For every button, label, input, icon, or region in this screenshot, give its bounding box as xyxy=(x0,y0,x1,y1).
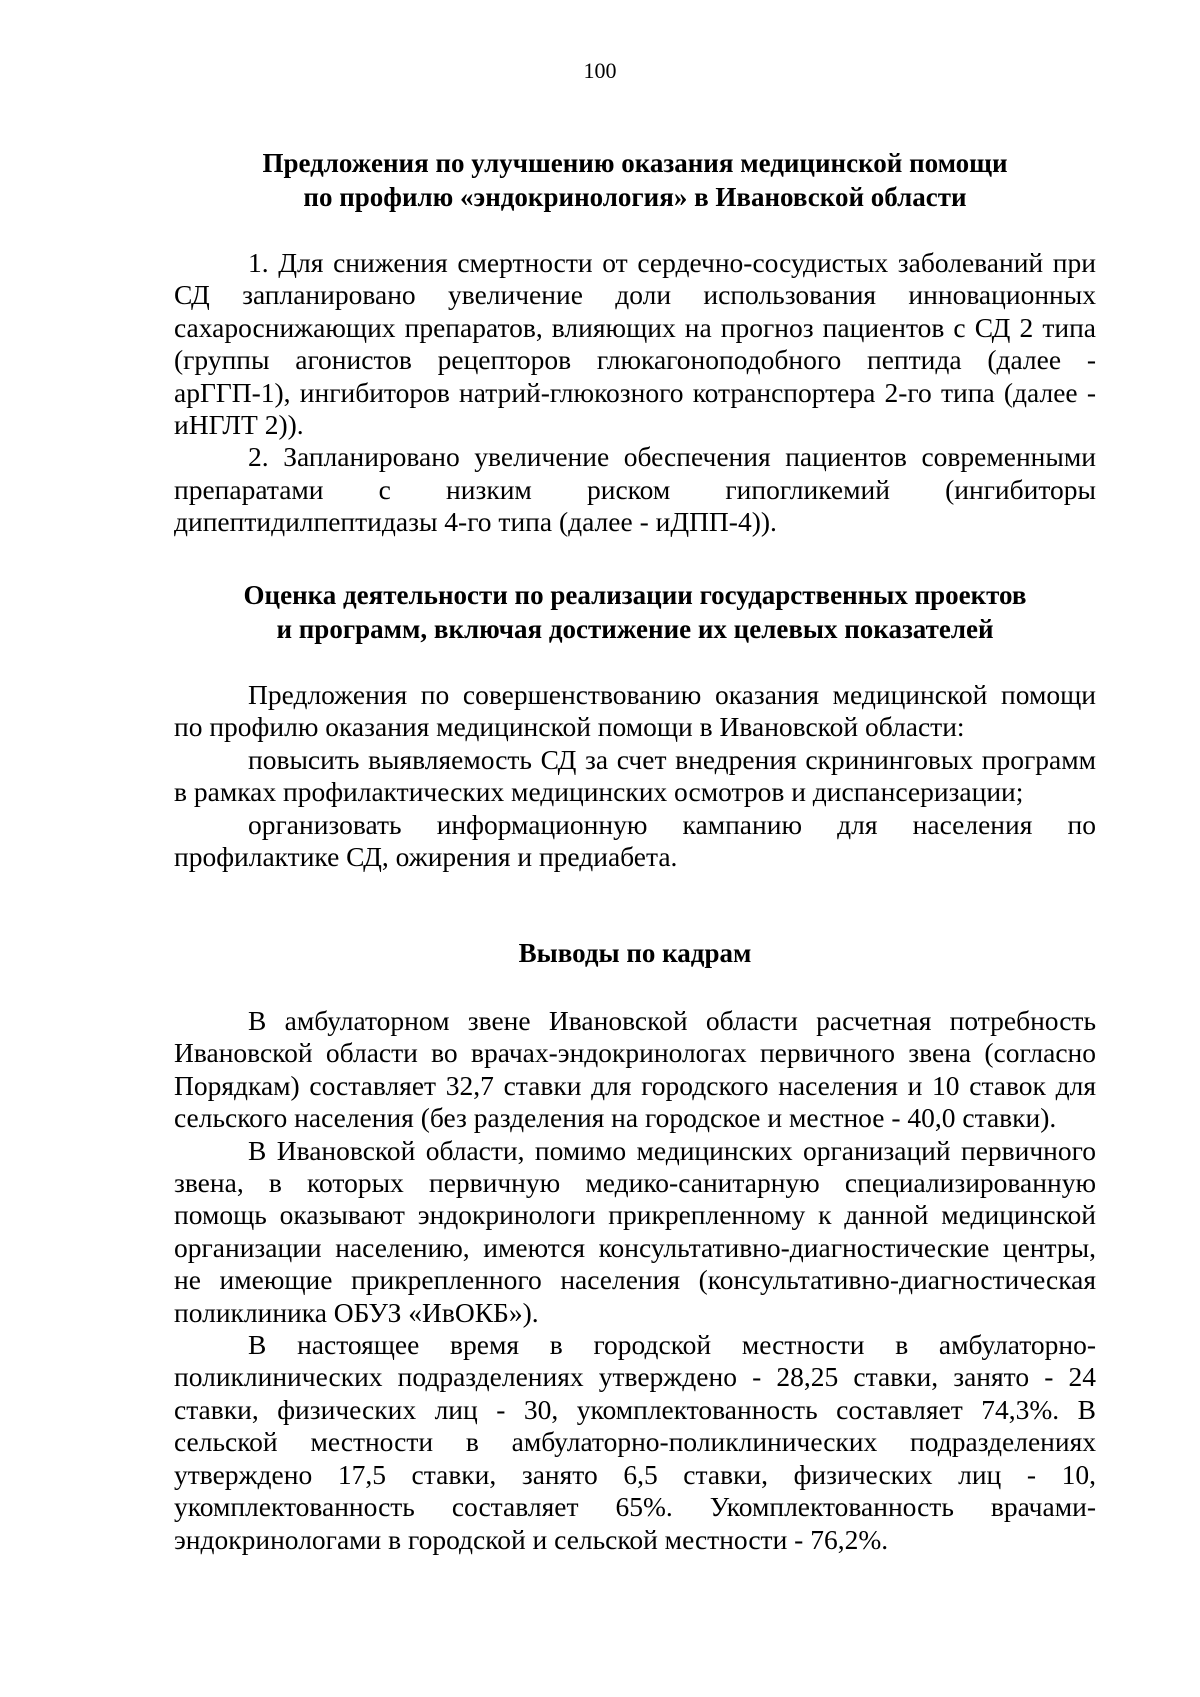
section-heading-improvement-proposals xyxy=(174,146,1096,214)
section-heading xyxy=(174,936,1096,970)
heading-line: Предложения по улучшению оказания медицинской помощи xyxy=(262,148,1008,178)
section-heading xyxy=(174,146,1096,214)
heading-line: Оценка деятельности по реализации государственных проектов xyxy=(243,580,1027,610)
paragraph: 2. Запланировано увеличение обеспечения пациентов современными препаратами с низким риском гипогликемий (ингибиторы дипептидилпептидазы 4-го типа (далее - иДПП-4)). xyxy=(174,441,1096,538)
paragraph: В Ивановской области, помимо медицинских организаций первичного звена, в которых первичную медико-санитарную специализированную помощь оказывают эндокринологи прикрепленному к данной медицинской организации населению, имеются консультативно-диагностические центры, не имеющие прикрепленного населения (консультативно-диагностическая поликлиника ОБУЗ «ИвОКБ»). xyxy=(174,1134,1096,1328)
section-body-staffing-conclusions xyxy=(174,1005,1096,1556)
paragraph: организовать информационную кампанию для населения по профилактике СД, ожирения и предиабета. xyxy=(174,808,1096,873)
heading-line: по профилю «эндокринология» в Ивановской области xyxy=(303,182,967,212)
heading-line: и программ, включая достижение их целевых показателей xyxy=(276,614,994,644)
heading-line: Выводы по кадрам xyxy=(518,938,752,968)
section-heading xyxy=(174,578,1096,646)
paragraph: повысить выявляемость СД за счет внедрения скрининговых программ в рамках профилактических медицинских осмотров и диспансеризации; xyxy=(174,743,1096,808)
paragraph: 1. Для снижения смертности от сердечно-сосудистых заболеваний при СД запланировано увеличение доли использования инновационных сахароснижающих препаратов, влияющих на прогноз пациентов с СД 2 типа (группы агонистов рецепторов глюкагоноподобного пептида (далее - арГГП-1), ингибиторов натрий-глюкозного котранспортера 2-го типа (далее - иНГЛТ 2)). xyxy=(174,247,1096,441)
section-heading-project-evaluation xyxy=(174,578,1096,646)
section-body-improvement-proposals xyxy=(174,247,1096,539)
page-number: 100 xyxy=(583,58,617,83)
section-body-project-evaluation xyxy=(174,679,1096,873)
paragraph: В амбулаторном звене Ивановской области расчетная потребность Ивановской области во врачах-эндокринологах первичного звена (согласно Порядкам) составляет 32,7 ставки для городского населения и 10 ставок для сельского населения (без разделения на городское и местное - 40,0 ставки). xyxy=(174,1005,1096,1134)
section-heading-staffing-conclusions xyxy=(174,936,1096,970)
paragraph: В настоящее время в городской местности в амбулаторно-поликлинических подразделениях утверждено - 28,25 ставки, занято - 24 ставки, физических лиц - 30, укомплектованность составляет 74,3%. В сельской местности в амбулаторно-поликлинических подразделениях утверждено 17,5 ставки, занято 6,5 ставки, физических лиц - 10, укомплектованность составляет 65%. Укомплектованность врачами-эндокринологами в городской и сельской местности - 76,2%. xyxy=(174,1329,1096,1555)
paragraph: Предложения по совершенствованию оказания медицинской помощи по профилю оказания медицинской помощи в Ивановской области: xyxy=(174,679,1096,743)
